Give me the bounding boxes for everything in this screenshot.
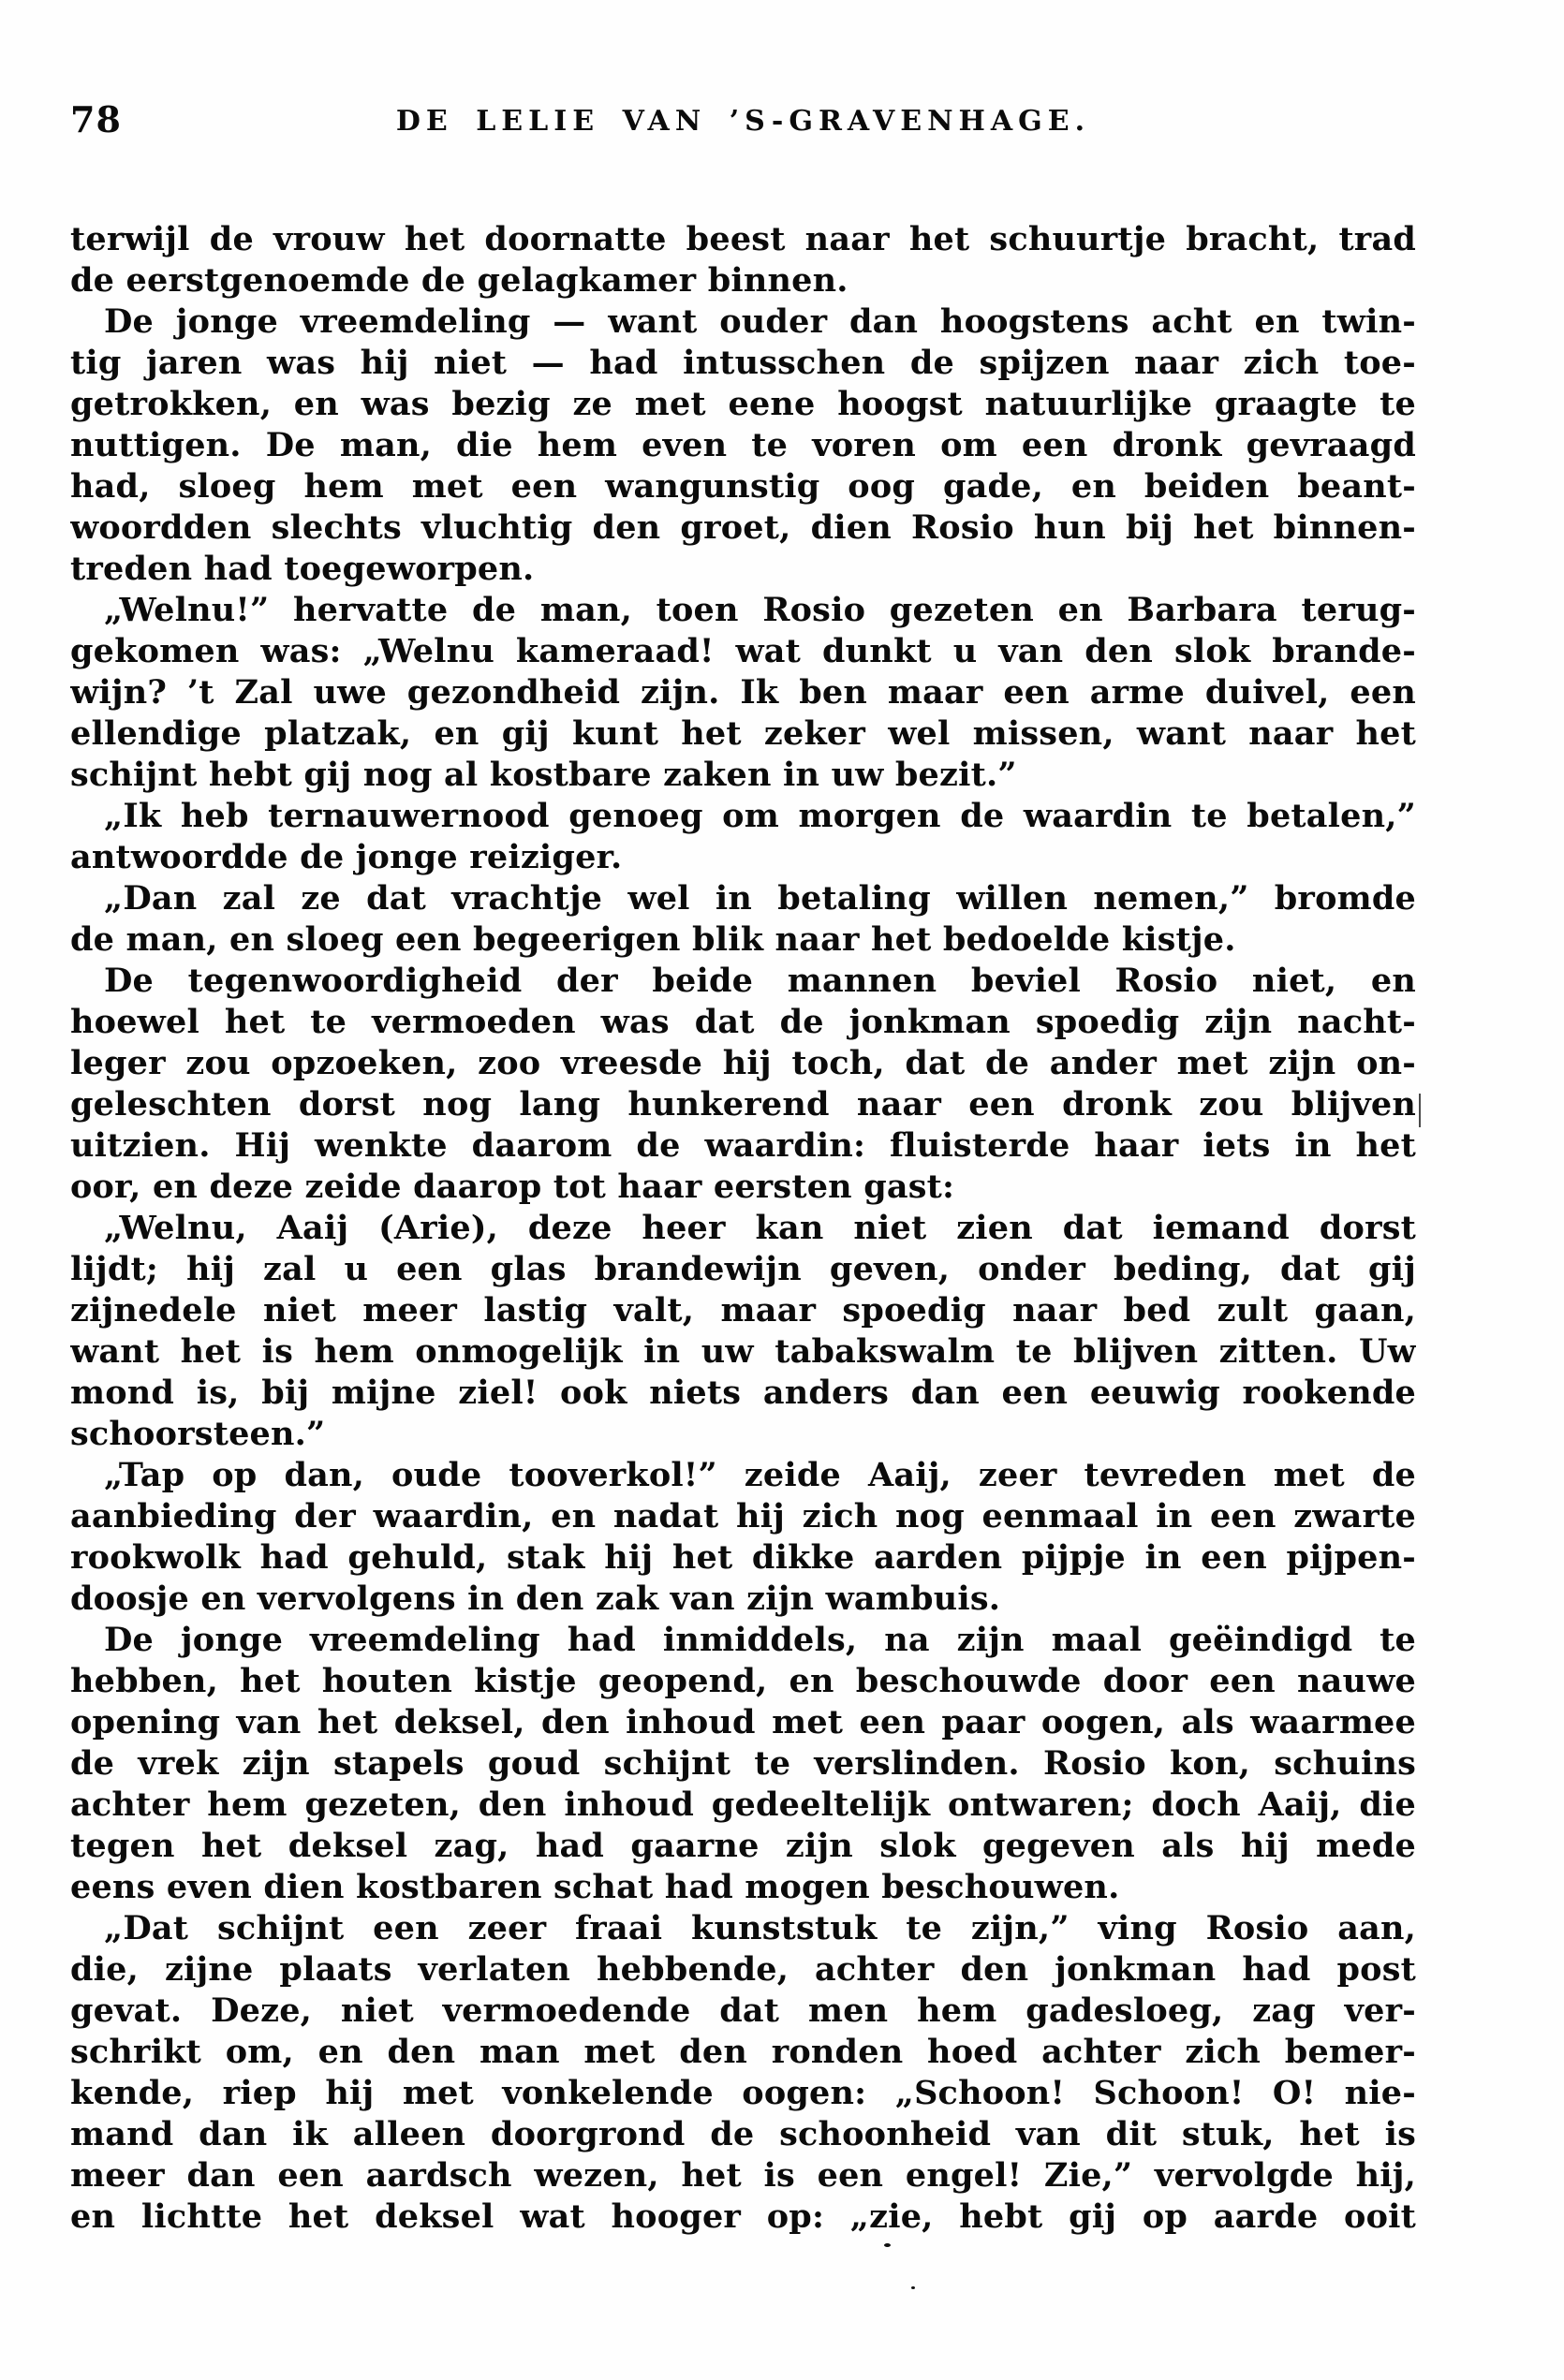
text-line: nuttigen. De man, die hem even te voren om een dronk gevraagd — [70, 426, 1416, 464]
text-line: mond is, bij mijne ziel! ook niets anders dan een eeuwig rookende — [70, 1374, 1416, 1412]
text-line: en lichtte het deksel wat hooger op: „zie, hebt gij op aarde ooit — [70, 2197, 1416, 2236]
text-line: gevat. Deze, niet vermoedende dat men hem gadesloeg, zag ver- — [70, 1991, 1416, 2030]
text-line: De jonge vreemdeling — want ouder dan hoogstens acht en twin- — [104, 302, 1416, 341]
text-line: woordden slechts vluchtig den groet, dien Rosio hun bij het binnen- — [70, 508, 1416, 547]
text-line: had, sloeg hem met een wangunstig oog gade, en beiden beant- — [70, 467, 1416, 506]
scan-margin-artifact — [1419, 1094, 1421, 1127]
text-line: „Ik heb ternauwernood genoeg om morgen de waardin te betalen,” — [104, 797, 1416, 835]
text-line: uitzien. Hij wenkte daarom de waardin: fluisterde haar iets in het — [70, 1126, 1416, 1165]
text-line: tig jaren was hij niet — had intusschen de spijzen naar zich toe- — [70, 344, 1416, 382]
scan-speck — [911, 2286, 915, 2289]
text-line: hebben, het houten kistje geopend, en beschouwde door een nauwe — [70, 1662, 1416, 1700]
text-line: „Tap op dan, oude tooverkol!” zeide Aaij, zeer tevreden met de — [104, 1456, 1416, 1494]
running-title: DE LELIE VAN ’S-GRAVENHAGE. — [395, 105, 1091, 138]
text-line: De jonge vreemdeling had inmiddels, na zijn maal geëindigd te — [104, 1621, 1416, 1659]
text-line: „Dan zal ze dat vrachtje wel in betaling willen nemen,” bromde — [104, 879, 1416, 918]
page-header — [70, 99, 1416, 146]
text-line: aanbieding der waardin, en nadat hij zich nog eenmaal in een zwarte — [70, 1497, 1416, 1535]
text-line: die, zijne plaats verlaten hebbende, achter den jonkman had post — [70, 1950, 1416, 1989]
text-line: achter hem gezeten, den inhoud gedeeltelijk ontwaren; doch Aaij, die — [70, 1785, 1416, 1824]
text-line: zijnedele niet meer lastig valt, maar spoedig naar bed zult gaan, — [70, 1291, 1416, 1330]
text-line: want het is hem onmogelijk in uw tabakswalm te blijven zitten. Uw — [70, 1332, 1416, 1371]
text-line: rookwolk had gehuld, stak hij het dikke aarden pijpje in een pijpen- — [70, 1538, 1416, 1577]
text-line: mand dan ik alleen doorgrond de schoonheid van dit stuk, het is — [70, 2115, 1416, 2153]
text-line: oor, en deze zeide daarop tot haar eersten gast: — [70, 1168, 955, 1206]
text-line: hoewel het te vermoeden was dat de jonkman spoedig zijn nacht- — [70, 1003, 1416, 1041]
text-line: doosje en vervolgens in den zak van zijn wambuis. — [70, 1579, 1001, 1618]
text-line: de man, en sloeg een begeerigen blik naar het bedoelde kistje. — [70, 920, 1236, 959]
text-line: ellendige platzak, en gij kunt het zeker wel missen, want naar het — [70, 714, 1416, 753]
text-line: getrokken, en was bezig ze met eene hoogst natuurlijke graagte te — [70, 385, 1416, 423]
text-line: De tegenwoordigheid der beide mannen beviel Rosio niet, en — [104, 962, 1416, 1000]
text-line: schoorsteen.” — [70, 1415, 326, 1453]
text-line: „Welnu, Aaij (Arie), deze heer kan niet zien dat iemand dorst — [104, 1209, 1416, 1247]
scan-speck — [884, 2243, 891, 2247]
text-line: schijnt hebt gij nog al kostbare zaken in uw bezit.” — [70, 756, 1017, 794]
text-line: treden had toegeworpen. — [70, 550, 535, 588]
text-line: opening van het deksel, den inhoud met een paar oogen, als waarmee — [70, 1703, 1416, 1741]
text-line: kende, riep hij met vonkelende oogen: „Schoon! Schoon! O! nie- — [70, 2074, 1416, 2112]
text-line: antwoordde de jonge reiziger. — [70, 838, 623, 876]
text-line: terwijl de vrouw het doornatte beest naar het schuurtje bracht, trad — [70, 220, 1416, 258]
page-number: 78 — [70, 98, 122, 140]
text-line: tegen het deksel zag, had gaarne zijn slok gegeven als hij mede — [70, 1827, 1416, 1865]
text-line: schrikt om, en den man met den ronden hoed achter zich bemer- — [70, 2033, 1416, 2071]
text-line: de eerstgenoemde de gelagkamer binnen. — [70, 261, 848, 300]
text-line: „Welnu!” hervatte de man, toen Rosio gezeten en Barbara terug- — [104, 591, 1416, 629]
text-line: leger zou opzoeken, zoo vreesde hij toch, dat de ander met zijn on- — [70, 1044, 1416, 1082]
text-line: geleschten dorst nog lang hunkerend naar een dronk zou blijven — [70, 1085, 1416, 1124]
text-line: gekomen was: „Welnu kameraad! wat dunkt u van den slok brande- — [70, 632, 1416, 670]
text-line: eens even dien kostbaren schat had mogen beschouwen. — [70, 1868, 1120, 1906]
text-line: meer dan een aardsch wezen, het is een engel! Zie,” vervolgde hij, — [70, 2156, 1416, 2195]
text-line: wijn? ’t Zal uwe gezondheid zijn. Ik ben maar een arme duivel, een — [70, 673, 1416, 712]
body-text — [70, 219, 1416, 2238]
text-line: lijdt; hij zal u een glas brandewijn geven, onder beding, dat gij — [70, 1250, 1416, 1288]
text-line: „Dat schijnt een zeer fraai kunststuk te zijn,” ving Rosio aan, — [104, 1909, 1416, 1947]
text-line: de vrek zijn stapels goud schijnt te verslinden. Rosio kon, schuins — [70, 1744, 1416, 1783]
